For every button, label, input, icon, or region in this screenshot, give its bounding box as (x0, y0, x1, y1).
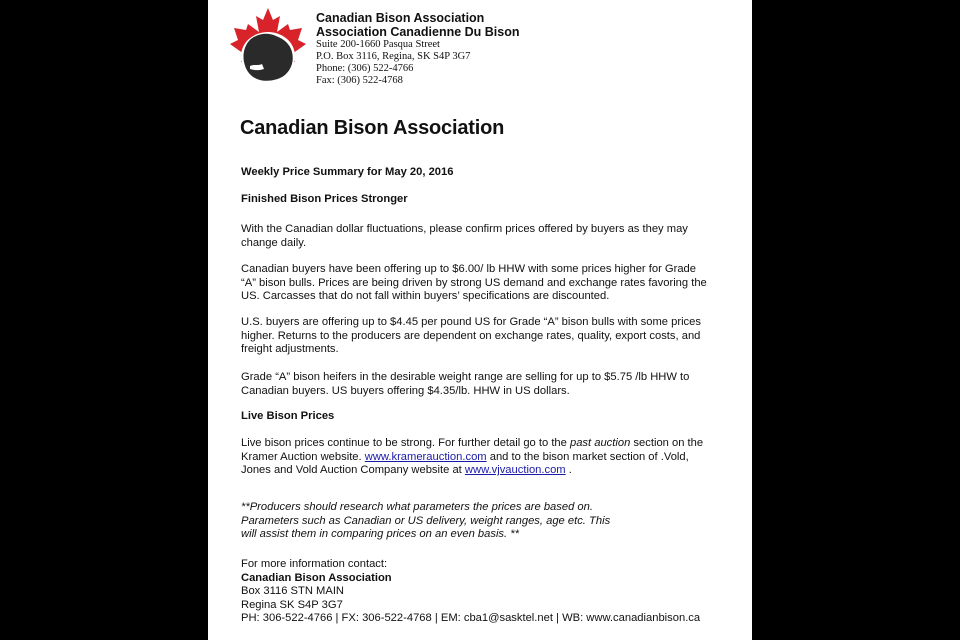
contact-box: Box 3116 STN MAIN (241, 585, 345, 597)
paragraph-dollar: With the Canadian dollar fluctuations, please confirm prices offered by buyers as they may change daily. (241, 223, 688, 249)
letterhead (316, 11, 736, 87)
contact-city: Regina SK S4P 3G7 (241, 598, 343, 611)
live-text-2: section on the Kramer Auction website. (241, 437, 704, 463)
letterhead-address2: P.O. Box 3116, Regina, SK S4P 3G7 (316, 51, 471, 62)
contact-details: PH: 306-522-4766 | FX: 306-522-4768 | EM: cba1@sasktel.net | WB: www.canadianbison.ca (241, 612, 701, 624)
contact-block (241, 558, 741, 626)
paragraph-canadian-buyers: Canadian buyers have been offering up to $6.00/ lb HHW with some prices higher for Grade “A” bison bulls. Prices are being driven by strong US demand and exchange rates favoring the US. Carcasses that do not fall within buyers’ specifications are discounted. (241, 263, 707, 302)
document-title: Canadian Bison Association (240, 117, 505, 139)
contact-name: Canadian Bison Association (241, 571, 392, 584)
live-heading: Live Bison Prices (241, 410, 335, 422)
document-page (208, 0, 752, 640)
paragraph-us-buyers: U.S. buyers are offering up to $4.45 per pound US for Grade “A” bison bulls with some prices higher. Returns to the producers are dependent on exchange rates, quality, export costs, and freight adjustments. (241, 316, 701, 355)
live-text-1: Live bison prices continue to be strong. For further detail go to the (241, 437, 570, 449)
live-text-italic: past auction (569, 437, 631, 449)
summary-heading: Weekly Price Summary for May 20, 2016 (241, 166, 454, 178)
bison-maple-leaf-logo (228, 6, 308, 86)
finished-heading: Finished Bison Prices Stronger (241, 193, 408, 205)
letterhead-name-en: Canadian Bison Association (316, 11, 485, 25)
vjv-auction-link[interactable]: www.vjvauction.com (464, 464, 566, 476)
contact-intro: For more information contact: (241, 558, 388, 570)
live-text-3: and to the bison market section of .Vold, Jones and Vold Auction Company website at (241, 450, 689, 476)
letterhead-name-fr: Association Canadienne Du Bison (316, 25, 520, 39)
letterhead-phone: Phone: (306) 522-4766 (316, 63, 414, 74)
live-text-4: . (565, 464, 572, 476)
producers-note: **Producers should research what parameters the prices are based on. Parameters such as Canadian or US delivery, weight ranges, age etc. This will assist them in comparing prices on an even basis. ** (241, 501, 611, 540)
letterhead-fax: Fax: (306) 522-4768 (316, 75, 403, 86)
paragraph-live (241, 437, 711, 478)
paragraph-heifers: Grade “A” bison heifers in the desirable weight range are selling for up to $5.75 /lb HHW to Canadian buyers. US buyers offering $4.35/lb. HHW in US dollars. (241, 371, 690, 397)
kramer-auction-link[interactable]: www.kramerauction.com (364, 450, 487, 463)
letterhead-address1: Suite 200-1660 Pasqua Street (316, 39, 440, 50)
